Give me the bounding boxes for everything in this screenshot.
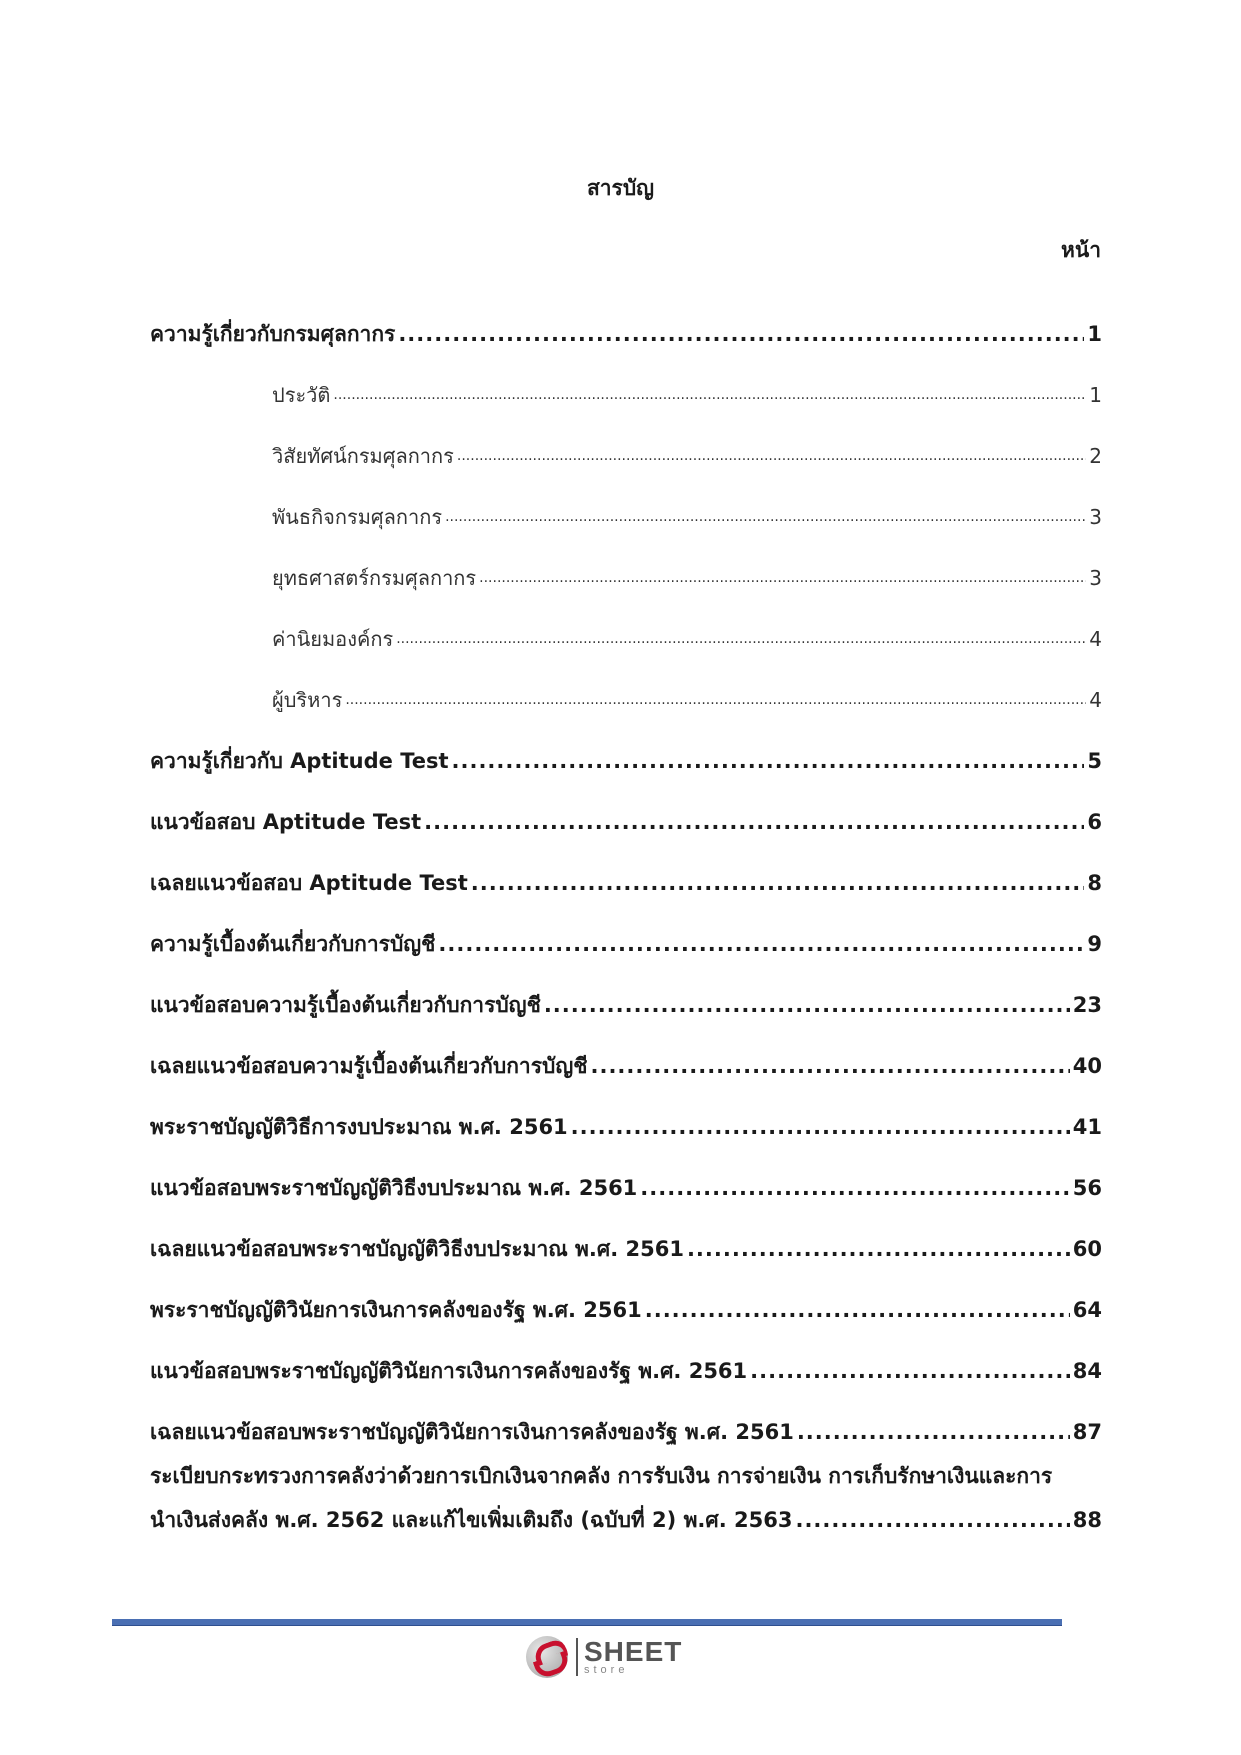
toc-entry[interactable]: [150, 1203, 1102, 1264]
toc-entry-label: ประวัติ: [272, 383, 331, 407]
toc-entry-label: ความรู้เบื้องต้นเกี่ยวกับการบัญชี: [150, 932, 436, 956]
dot-leader: [438, 929, 1084, 959]
toc-entry-label: แนวข้อสอบพระราชบัญญัติวิธีงบประมาณ พ.ศ. 2561: [150, 1176, 638, 1200]
toc-entry-page: 5: [1087, 749, 1102, 773]
toc-entry-page: 4: [1089, 627, 1102, 651]
toc-entry[interactable]: [150, 1386, 1102, 1447]
toc-entry[interactable]: [150, 349, 1102, 410]
toc-entry-label: พระราชบัญญัติวิธีการงบประมาณ พ.ศ. 2561: [150, 1115, 568, 1139]
toc-entry-label: ค่านิยมองค์กร: [272, 627, 394, 651]
toc-entry-label: ความรู้เกี่ยวกับกรมศุลกากร: [150, 322, 396, 346]
toc-entry-page: 9: [1087, 932, 1102, 956]
toc-entry-page: 23: [1072, 993, 1102, 1017]
toc-entry-page: 56: [1072, 1176, 1102, 1200]
dot-leader: [571, 1112, 1070, 1142]
page-column-header: หน้า: [1061, 238, 1101, 262]
toc-entry[interactable]: [150, 593, 1102, 654]
dot-leader: [424, 807, 1084, 837]
footer-rule: [112, 1619, 1062, 1626]
toc-entry-page: 6: [1087, 810, 1102, 834]
toc-entry-label-line2: นำเงินส่งคลัง พ.ศ. 2562 และแก้ไขเพิ่มเติมถึง (ฉบับที่ 2) พ.ศ. 2563: [150, 1508, 793, 1532]
toc-entry[interactable]: [150, 898, 1102, 959]
toc-entry-page: 88: [1072, 1508, 1102, 1532]
dot-leader: [333, 377, 1086, 410]
logo-subword: store: [584, 1664, 629, 1676]
dot-leader: [797, 1417, 1070, 1447]
toc-entry[interactable]: [150, 1142, 1102, 1203]
toc-entry-label: เฉลยแนวข้อสอบพระราชบัญญัติวินัยการเงินการคลังของรัฐ พ.ศ. 2561: [150, 1420, 794, 1444]
toc-entry[interactable]: [150, 776, 1102, 837]
toc-entry[interactable]: [150, 1264, 1102, 1325]
toc-entry[interactable]: [150, 288, 1102, 349]
toc-entry-page: 41: [1072, 1115, 1102, 1139]
toc-entry-label: แนวข้อสอบพระราชบัญญัติวินัยการเงินการคลังของรัฐ พ.ศ. 2561: [150, 1359, 748, 1383]
toc-entry-label: พันธกิจกรมศุลกากร: [272, 505, 443, 529]
logo-divider: [576, 1638, 578, 1676]
document-title: สารบัญ: [586, 176, 655, 200]
toc-entry-label: ยุทธศาสตร์กรมศุลกากร: [272, 566, 477, 590]
dot-leader: [457, 438, 1086, 471]
dot-leader: [398, 319, 1084, 349]
toc-entry-label: พระราชบัญญัติวินัยการเงินการคลังของรัฐ พ.ศ. 2561: [150, 1298, 642, 1322]
dot-leader: [345, 682, 1086, 715]
dot-leader: [471, 868, 1085, 898]
dot-leader: [479, 560, 1086, 593]
table-of-contents: [150, 288, 1102, 1535]
toc-entry-page: 40: [1072, 1054, 1102, 1078]
toc-entry-page: 1: [1089, 383, 1102, 407]
sheet-store-logo-icon: [526, 1636, 568, 1678]
toc-entry[interactable]: [150, 471, 1102, 532]
toc-entry-page: 3: [1089, 505, 1102, 529]
toc-entry[interactable]: [150, 410, 1102, 471]
toc-entry-label: เฉลยแนวข้อสอบความรู้เบื้องต้นเกี่ยวกับการบัญชี: [150, 1054, 588, 1078]
toc-entry[interactable]: [150, 1020, 1102, 1081]
toc-entry-label-line1: ระเบียบกระทรวงการคลังว่าด้วยการเบิกเงินจากคลัง การรับเงิน การจ่ายเงิน การเก็บรักษาเงินและการ: [150, 1464, 1053, 1488]
dot-leader: [640, 1173, 1069, 1203]
toc-entry-label: ความรู้เกี่ยวกับ Aptitude Test: [150, 749, 449, 773]
dot-leader: [687, 1234, 1070, 1264]
dot-leader: [645, 1295, 1070, 1325]
dot-leader: [750, 1356, 1070, 1386]
toc-entry-page: 2: [1089, 444, 1102, 468]
dot-leader: [445, 499, 1086, 532]
toc-entry-label: วิสัยทัศน์กรมศุลกากร: [272, 444, 454, 468]
toc-entry-page: 84: [1072, 1359, 1102, 1383]
toc-entry-label: ผู้บริหาร: [272, 688, 343, 712]
toc-entry[interactable]: [150, 715, 1102, 776]
dot-leader: [452, 746, 1085, 776]
toc-entry[interactable]: [150, 959, 1102, 1020]
toc-entry-page: 4: [1089, 688, 1102, 712]
toc-entry[interactable]: [150, 837, 1102, 898]
toc-entry-label: แนวข้อสอบ Aptitude Test: [150, 810, 422, 834]
dot-leader: [396, 621, 1086, 654]
logo-word: SHEET: [584, 1636, 683, 1667]
toc-entry-page: 87: [1072, 1420, 1102, 1444]
toc-entry[interactable]: [150, 1081, 1102, 1142]
toc-entry-page: 1: [1087, 322, 1102, 346]
footer-logo: [526, 1636, 682, 1678]
dot-leader: [590, 1051, 1069, 1081]
toc-entry-label: เฉลยแนวข้อสอบ Aptitude Test: [150, 871, 468, 895]
toc-entry-last[interactable]: [150, 1461, 1102, 1535]
toc-entry-page: 64: [1072, 1298, 1102, 1322]
dot-leader: [544, 990, 1070, 1020]
toc-entry[interactable]: [150, 654, 1102, 715]
toc-entry[interactable]: [150, 532, 1102, 593]
dot-leader: [795, 1505, 1069, 1535]
toc-entry-page: 3: [1089, 566, 1102, 590]
toc-entry-label: เฉลยแนวข้อสอบพระราชบัญญัติวิธีงบประมาณ พ.ศ. 2561: [150, 1237, 684, 1261]
toc-entry[interactable]: [150, 1325, 1102, 1386]
toc-entry-page: 60: [1072, 1237, 1102, 1261]
toc-entry-page: 8: [1087, 871, 1102, 895]
toc-entry-label: แนวข้อสอบความรู้เบื้องต้นเกี่ยวกับการบัญชี: [150, 993, 541, 1017]
